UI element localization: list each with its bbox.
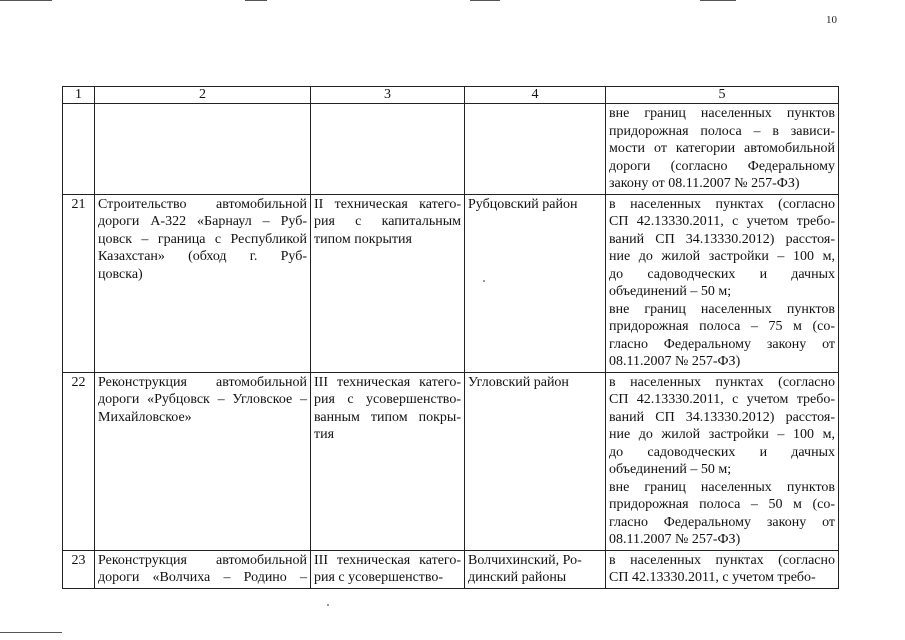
cell-line: ние до жилой застройки – 100 м,	[609, 249, 835, 264]
cell-line: придорожная полоса – 50 м (со-	[609, 497, 835, 512]
object-cell	[95, 104, 311, 195]
header-cell: 2	[95, 87, 311, 104]
table-row	[63, 550, 839, 588]
cell-line: II техническая катего-	[314, 196, 461, 212]
cell-line: рия с усовершенство-	[314, 392, 461, 407]
cell-line: придорожная полоса – в зависи-	[609, 123, 835, 139]
object-cell	[95, 194, 311, 372]
cell-line: Рубцовский район	[468, 196, 578, 212]
cell-line: рия с капитальным	[314, 214, 461, 229]
cell-line: Михайловское»	[98, 409, 192, 425]
cell-line: рия с усовершенство-	[314, 570, 444, 585]
scan-edge-line	[700, 0, 736, 1]
row-number-cell: 23	[63, 550, 95, 588]
row-number-cell: 21	[63, 194, 95, 372]
row-number-cell: 22	[63, 372, 95, 550]
cell-line: вне границ населенных пунктов	[609, 479, 835, 495]
cell-line: вне границ населенных пунктов	[609, 301, 835, 317]
cell-line: в населенных пунктах (согласно	[609, 552, 835, 568]
cell-line: закону от 08.11.2007 № 257-ФЗ)	[609, 176, 800, 191]
cell-line: вне границ населенных пунктов	[609, 106, 835, 121]
district-cell	[465, 104, 606, 195]
zone-cell	[606, 194, 839, 372]
scan-edge-line	[470, 0, 500, 1]
category-cell	[311, 550, 465, 588]
cell-line: цовска)	[98, 266, 143, 282]
scan-edge-line	[0, 632, 62, 633]
cell-line: объединений – 50 м;	[609, 462, 732, 477]
category-cell	[311, 372, 465, 550]
district-cell	[465, 194, 606, 372]
cell-line: динский районы	[468, 570, 567, 585]
cell-line: СП 42.13330.2011, с учетом требо-	[609, 392, 835, 407]
scan-edge-line	[0, 0, 52, 1]
object-cell	[95, 372, 311, 550]
cell-line: Реконструкция автомобильной	[98, 374, 307, 390]
header-cell: 4	[465, 87, 606, 104]
cell-line: дороги (согласно Федеральному	[609, 158, 835, 174]
cell-line: Строительство автомобильной	[98, 196, 307, 212]
page-number: 10	[826, 14, 837, 26]
table-header-row	[63, 87, 839, 104]
cell-line: Волчихинский, Ро-	[468, 552, 582, 568]
zone-cell	[606, 550, 839, 588]
district-cell	[465, 372, 606, 550]
cell-line: ние до жилой застройки – 100 м,	[609, 427, 835, 442]
cell-line: гласно Федеральному закону от	[609, 514, 835, 530]
cell-line: 08.11.2007 № 257-ФЗ)	[609, 354, 741, 369]
scan-edge-line	[245, 0, 267, 1]
table-row	[63, 194, 839, 372]
cell-line: СП 42.13330.2011, с учетом требо-	[609, 214, 835, 229]
cell-line: объединений – 50 м;	[609, 284, 732, 299]
document-table	[62, 86, 839, 589]
cell-line: ванным типом покры-	[314, 409, 461, 425]
table-row-continued	[63, 104, 839, 195]
scan-speck	[327, 604, 329, 606]
cell-line: типом покрытия	[314, 231, 412, 247]
header-cell: 3	[311, 87, 465, 104]
header-cell: 5	[606, 87, 839, 104]
table-row	[63, 372, 839, 550]
cell-line: дороги «Волчиха – Родино –	[98, 570, 307, 585]
cell-line: 08.11.2007 № 257-ФЗ)	[609, 532, 741, 547]
cell-line: дороги «Рубцовск – Угловское –	[98, 392, 307, 407]
cell-line: Казахстан» (обход г. Руб-	[98, 249, 307, 264]
cell-line: III техническая катего-	[314, 552, 461, 568]
cell-line: мости от категории автомобильной	[609, 141, 835, 156]
cell-line: до садоводческих и дачных	[609, 444, 835, 460]
cell-line: придорожная полоса – 75 м (со-	[609, 319, 835, 334]
cell-line: Угловский район	[468, 374, 569, 390]
cell-line: тия	[314, 427, 335, 442]
cell-line: ваний СП 34.13330.2012) расстоя-	[609, 409, 835, 425]
cell-line: в населенных пунктах (согласно	[609, 374, 835, 390]
zone-cell	[606, 372, 839, 550]
cell-line: ваний СП 34.13330.2012) расстоя-	[609, 231, 835, 247]
header-cell: 1	[63, 87, 95, 104]
cell-line: цовск – граница с Республикой	[98, 231, 307, 247]
zone-cell	[606, 104, 839, 195]
cell-line: Реконструкция автомобильной	[98, 552, 307, 568]
district-cell	[465, 550, 606, 588]
cell-line: дороги А-322 «Барнаул – Руб-	[98, 214, 307, 229]
cell-line: гласно Федеральному закону от	[609, 336, 835, 352]
cell-line: СП 42.13330.2011, с учетом требо-	[609, 570, 816, 585]
cell-line: в населенных пунктах (согласно	[609, 196, 835, 212]
category-cell	[311, 104, 465, 195]
object-cell	[95, 550, 311, 588]
cell-line: до садоводческих и дачных	[609, 266, 835, 282]
category-cell	[311, 194, 465, 372]
row-number-cell	[63, 104, 95, 195]
cell-line: III техническая катего-	[314, 374, 461, 390]
